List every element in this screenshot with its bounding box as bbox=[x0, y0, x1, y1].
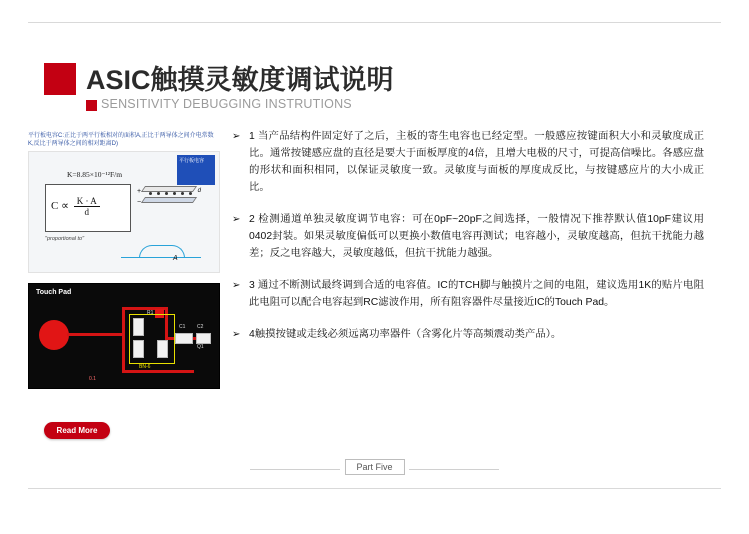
pcb-trace-down bbox=[122, 333, 125, 373]
touch-pad-label: Touch Pad bbox=[36, 289, 72, 296]
permittivity-constant-label: K=8.85×10⁻¹²F/m bbox=[67, 170, 123, 179]
pcb-pin-r1: R1 bbox=[147, 310, 154, 316]
footer-line-right bbox=[409, 469, 499, 470]
area-label: A bbox=[173, 255, 178, 262]
pcb-trace-main bbox=[67, 333, 125, 336]
bullet-icon: ➢ bbox=[232, 131, 241, 142]
paragraph-4-text: 4触摸按键或走线必须远离功率器件（含雾化片等高频震动类产品）。 bbox=[249, 329, 562, 340]
paragraph-1 bbox=[232, 128, 704, 196]
field-arc bbox=[139, 245, 185, 258]
minus-sign-label: − bbox=[137, 199, 142, 206]
proportional-note: "proportional to" bbox=[45, 236, 85, 242]
slide-header bbox=[44, 58, 704, 120]
left-figure-column bbox=[28, 132, 220, 389]
page-subtitle: SENSITIVITY DEBUGGING INSTRUTIONS bbox=[101, 97, 352, 111]
pcb-note: 0.1 bbox=[89, 376, 96, 382]
pcb-trace-up bbox=[122, 307, 125, 335]
pcb-layout-figure bbox=[28, 283, 220, 389]
subtitle-accent-square bbox=[86, 100, 97, 111]
bottom-divider bbox=[28, 488, 721, 489]
figure-caption: 平行板电容C:正比于两平行板相对的面积A,正比于两导体之间介电常数K,反比于两导体之间的相对距离D) bbox=[28, 133, 214, 147]
plus-sign-label: + bbox=[137, 188, 142, 195]
capacitance-equation bbox=[51, 196, 100, 217]
pcb-chip-label: BN-6 bbox=[139, 364, 151, 370]
pcb-highlight-box bbox=[129, 314, 175, 364]
figure-blue-badge-label: 平行板电容 bbox=[179, 158, 205, 164]
paragraph-2-text: 2 检测通道单独灵敏度调节电容：可在0pF~20pF之间选择，一般情况下推荐默认值10pF建议用0402封装。如果灵敏度偏低可以更换小数值电容再测试；电容越小，灵敏度越高，但抗干扰能力越差；反之电容越大，灵敏度越低，但抗干扰能力越强。 bbox=[249, 214, 704, 259]
parallel-plate-capacitor-figure bbox=[28, 151, 220, 273]
bullet-icon: ➢ bbox=[232, 329, 241, 340]
capacitor-plates-diagram bbox=[137, 186, 201, 222]
figure-blue-badge bbox=[177, 155, 215, 185]
paragraph-1-text: 1 当产品结构件固定好了之后，主板的寄生电容也已经定型。一般感应按键面积大小和灵敏度成正比。通常按键感应盘的直径是要大于面板厚度的4倍，且增大电极的尺寸，可提高信噪比。各感应盘的形状和面积相同，以保证灵敏度一致。灵敏度与面板的厚度成反比，与按键感应片的大小成正比。 bbox=[249, 131, 704, 193]
page-title: ASIC触摸灵敏度调试说明 bbox=[86, 65, 394, 95]
body-text-column bbox=[232, 128, 704, 358]
footer-part-label: Part Five bbox=[344, 459, 404, 475]
footer-line-left bbox=[250, 469, 340, 470]
equation-denominator: d bbox=[84, 207, 89, 217]
equation-numerator: K · A bbox=[74, 196, 100, 207]
slide-footer bbox=[0, 459, 749, 479]
paragraph-4 bbox=[232, 326, 704, 343]
touch-pad-circle bbox=[39, 320, 69, 350]
pcb-component-q1 bbox=[175, 333, 193, 344]
bullet-icon: ➢ bbox=[232, 280, 241, 291]
plate-distance-label: d bbox=[197, 188, 201, 194]
equation-left-side: C ∝ bbox=[51, 200, 69, 213]
paragraph-3-text: 3 通过不断测试最终调到合适的电容值。IC的TCH脚与触摸片之间的电阻，建议选用1K的贴片电阻此电阻可以配合电容起到RC滤波作用，所有阻容器件尽量接近IC的Touch Pad。 bbox=[249, 280, 704, 308]
bullet-icon: ➢ bbox=[232, 214, 241, 225]
pcb-component-q2 bbox=[196, 333, 211, 344]
top-divider bbox=[28, 22, 721, 23]
read-more-button[interactable]: Read More bbox=[44, 422, 110, 439]
paragraph-2 bbox=[232, 211, 704, 262]
capacitor-charge-dots bbox=[147, 191, 193, 197]
equation-fraction bbox=[74, 196, 100, 217]
capacitor-bottom-plate bbox=[141, 197, 197, 203]
pcb-pin-c1: C1 bbox=[179, 324, 186, 330]
paragraph-3 bbox=[232, 277, 704, 311]
pcb-pin-q1: Q1 bbox=[197, 344, 204, 350]
pcb-pin-c2: C2 bbox=[197, 324, 204, 330]
pcb-trace-bottom bbox=[122, 370, 194, 373]
title-accent-square bbox=[44, 63, 76, 95]
field-curve-diagram bbox=[121, 242, 205, 264]
